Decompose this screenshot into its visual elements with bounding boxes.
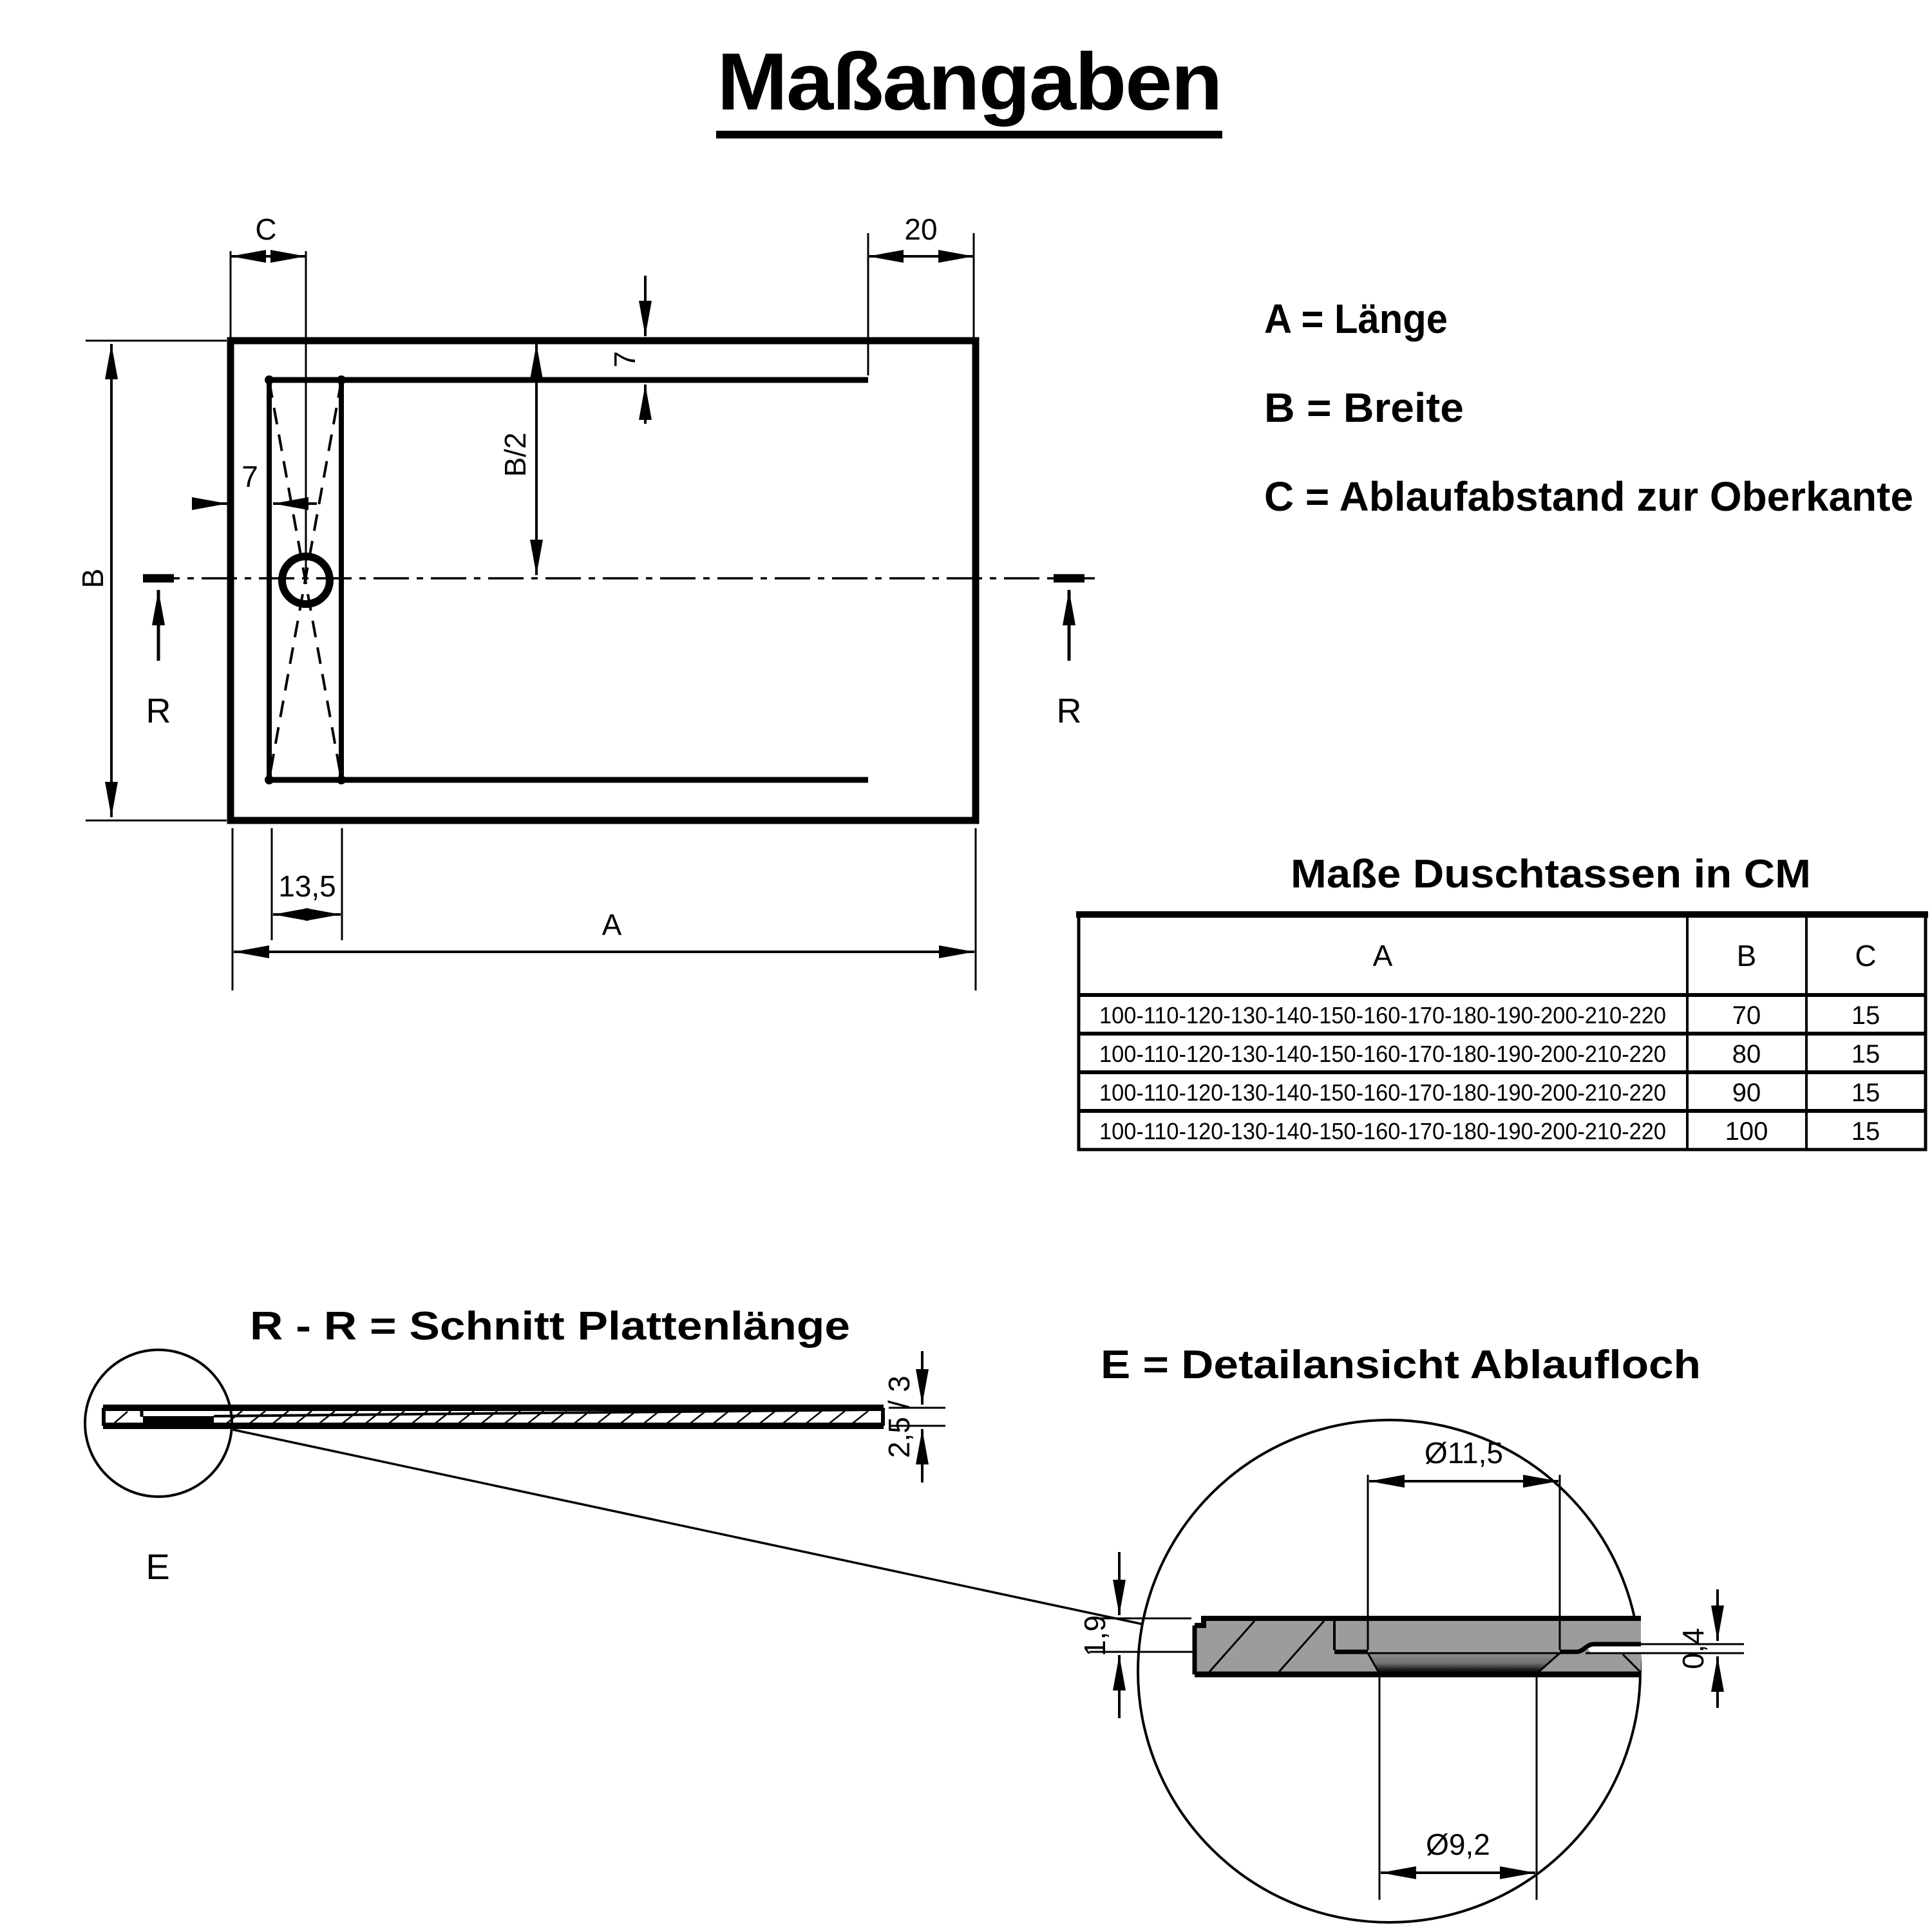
table-header-c: C [1855, 939, 1877, 972]
dim-label-rim-top: 7 [608, 351, 641, 368]
detail-view-e [1078, 1343, 1744, 1922]
channel-corner-dot [337, 775, 346, 784]
drain-slot-section [143, 1416, 214, 1426]
dim-label-edge-offset: 7 [242, 460, 258, 493]
legend-b: B = Breite [1264, 384, 1464, 431]
section-view-rr [85, 1304, 1142, 1624]
table-header-b: B [1736, 939, 1757, 972]
cell-a: 100-110-120-130-140-150-160-170-180-190-200-210-220 [1099, 1002, 1666, 1028]
table-row [1099, 1040, 1880, 1068]
cell-c: 15 [1851, 1001, 1880, 1030]
plate-hatching [113, 1412, 128, 1424]
table-row [1099, 1001, 1880, 1030]
table-title: Maße Duschtassen in CM [1291, 852, 1811, 896]
dim-label-width: B [76, 568, 109, 589]
dim-label-depth: 1,9 [1078, 1615, 1112, 1656]
table-row [1099, 1079, 1880, 1107]
dim-label-half-width: B/2 [498, 432, 532, 477]
cell-a: 100-110-120-130-140-150-160-170-180-190-200-210-220 [1099, 1118, 1666, 1144]
channel-corner-dot [265, 775, 274, 784]
cell-a: 100-110-120-130-140-150-160-170-180-190-200-210-220 [1099, 1041, 1666, 1067]
detail-marker-label: E [146, 1546, 170, 1587]
table-header-a: A [1372, 939, 1393, 972]
cell-b: 80 [1732, 1040, 1761, 1068]
detail-leader-line [233, 1430, 1142, 1624]
legend-a: A = Länge [1264, 296, 1448, 342]
cell-c: 15 [1851, 1040, 1880, 1068]
cell-c: 15 [1851, 1079, 1880, 1107]
dim-label-channel-width: 13,5 [278, 869, 336, 903]
legend-c: C = Ablaufabstand zur Oberkante [1264, 473, 1913, 520]
dim-label-thickness: 2,5 / 3 [882, 1376, 916, 1458]
table-row [1099, 1117, 1880, 1146]
dim-label-bottom-diameter: Ø9,2 [1426, 1828, 1490, 1861]
dim-label-c: C [255, 213, 277, 246]
cell-b: 90 [1732, 1079, 1761, 1107]
drain-funnel [1368, 1653, 1560, 1674]
size-table [1076, 852, 1928, 1150]
cell-b: 70 [1732, 1001, 1761, 1030]
dim-label-right-offset: 20 [904, 213, 938, 246]
section-rr-title: R - R = Schnitt Plattenlänge [250, 1304, 850, 1349]
section-label-r-right: R [1056, 692, 1082, 730]
page-title: Maßangaben [717, 36, 1222, 127]
dim-label-top-diameter: Ø11,5 [1425, 1436, 1503, 1470]
detail-e-title: E = Detailansicht Ablaufloch [1101, 1343, 1701, 1387]
legend [1264, 296, 1913, 520]
cell-a: 100-110-120-130-140-150-160-170-180-190-200-210-220 [1099, 1079, 1666, 1106]
dim-label-length: A [601, 908, 622, 942]
plan-view [76, 213, 1095, 990]
section-label-r-left: R [146, 692, 171, 730]
cell-b: 100 [1725, 1117, 1768, 1146]
cell-c: 15 [1851, 1117, 1880, 1146]
dim-label-lip: 0,4 [1676, 1628, 1710, 1669]
